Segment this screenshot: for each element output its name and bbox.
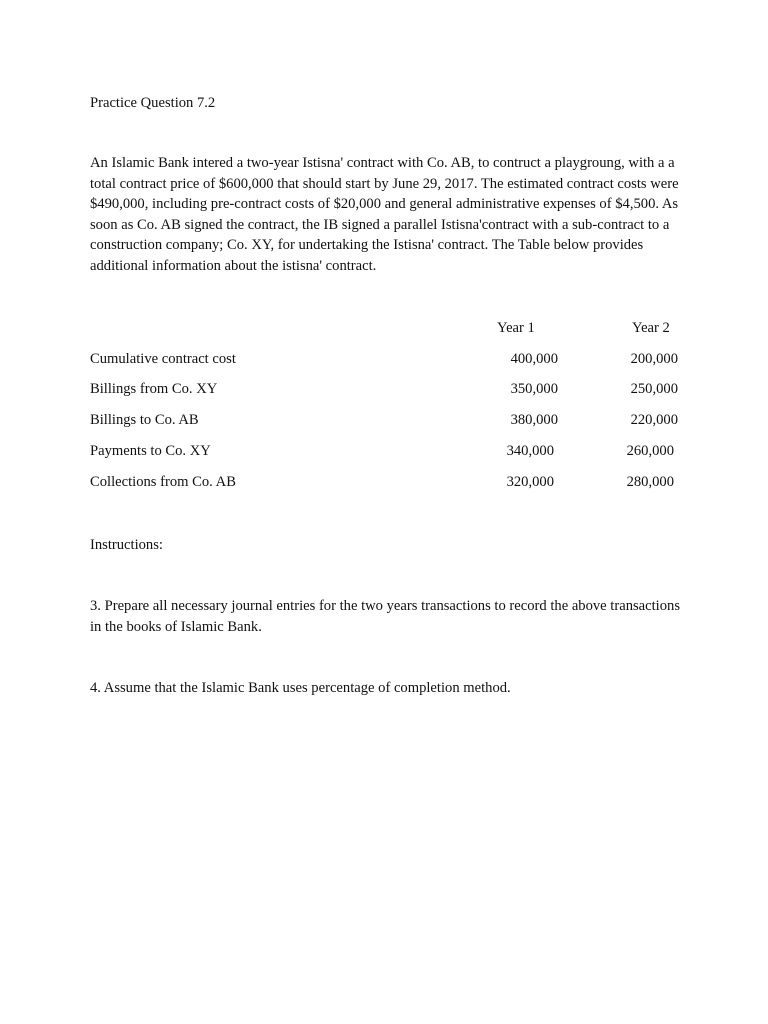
- cell-year2-payments-to-co-xy: 260,000: [626, 443, 674, 459]
- row-label-payments-to-co-xy: Payments to Co. XY: [90, 443, 211, 459]
- cell-year1-billings-from-co-xy: 350,000: [510, 381, 558, 397]
- column-header-year-2: Year 2: [632, 320, 670, 336]
- column-header-year-1: Year 1: [497, 320, 535, 336]
- row-label-cumulative-contract-cost: Cumulative contract cost: [90, 351, 236, 367]
- cell-year2-billings-from-co-xy: 250,000: [630, 381, 678, 397]
- cell-year1-billings-to-co-ab: 380,000: [510, 412, 558, 428]
- question-paragraph: An Islamic Bank intered a two-year Istisna' contract with Co. AB, to contruct a playgroung, with a a total contract price of $600,000 that should start by June 29, 2017. The estimated contract costs were $490,000, including pre-contract costs of $20,000 and general administrative expenses of $4,500. As soon as Co. AB signed the contract, the IB signed a parallel Istisna'contract with a sub-contract to a construction company; Co. XY, for undertaking the Istisna' contract. The Table below provides additional information about the istisna' contract.: [90, 155, 679, 274]
- row-label-billings-from-co-xy: Billings from Co. XY: [90, 381, 218, 397]
- cell-year2-billings-to-co-ab: 220,000: [630, 412, 678, 428]
- row-label-billings-to-co-ab: Billings to Co. AB: [90, 412, 199, 428]
- cell-year2-cumulative-contract-cost: 200,000: [630, 351, 678, 367]
- instructions-heading: Instructions:: [90, 537, 163, 553]
- cell-year1-payments-to-co-xy: 340,000: [506, 443, 554, 459]
- question-title: Practice Question 7.2: [90, 95, 216, 111]
- row-label-collections-from-co-ab: Collections from Co. AB: [90, 474, 236, 490]
- cell-year2-collections-from-co-ab: 280,000: [626, 474, 674, 490]
- instruction-item-3: 3. Prepare all necessary journal entries for the two years transactions to record the above transactions in the books of Islamic Bank.: [90, 598, 681, 635]
- cell-year1-collections-from-co-ab: 320,000: [506, 474, 554, 490]
- cell-year1-cumulative-contract-cost: 400,000: [510, 351, 558, 367]
- instruction-item-4: 4. Assume that the Islamic Bank uses percentage of completion method.: [90, 680, 511, 696]
